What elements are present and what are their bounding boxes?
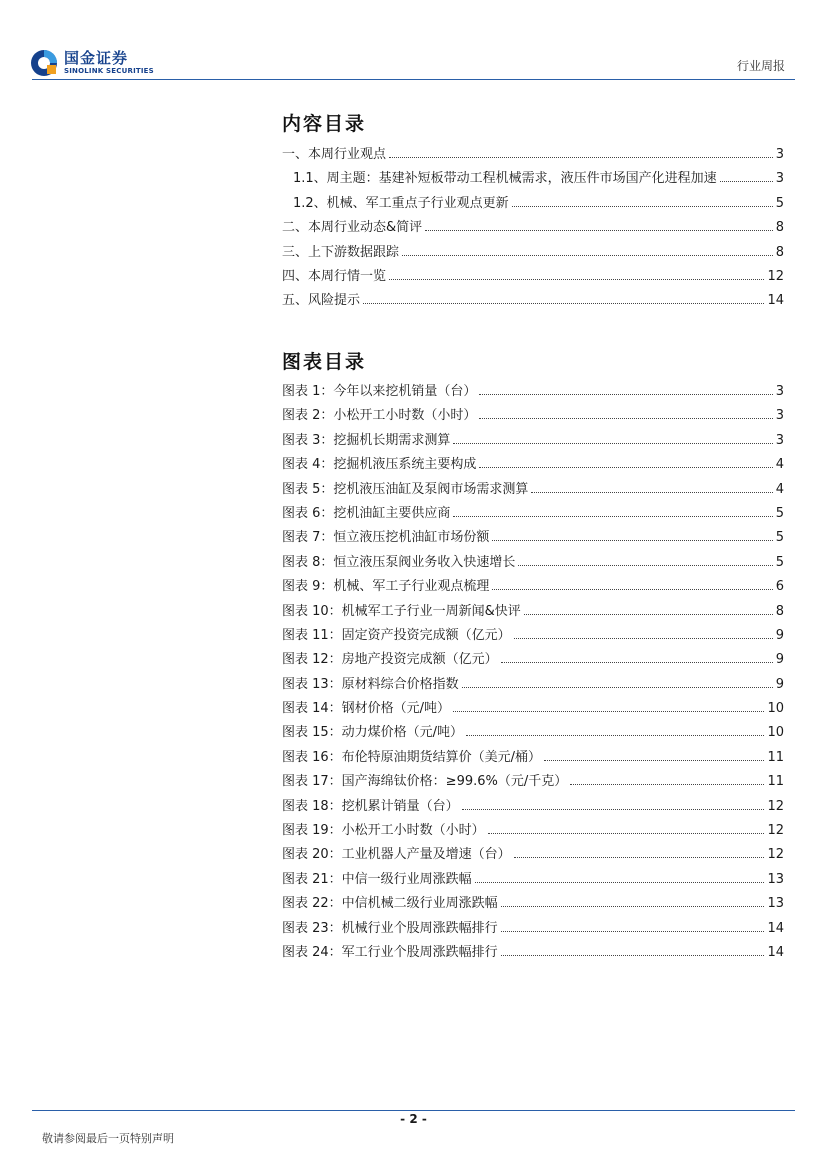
figure-entry[interactable] xyxy=(282,843,784,867)
figure-entry-label: 图表 12：房地产投资完成额（亿元） xyxy=(282,652,498,668)
toc-entry-label: 1.1、周主题：基建补短板带动工程机械需求，液压件市场国产化进程加速 xyxy=(293,171,717,187)
figure-entry[interactable] xyxy=(282,453,784,477)
figure-entry[interactable] xyxy=(282,526,784,550)
figure-entry[interactable] xyxy=(282,941,784,965)
figure-entry-label: 图表 19：小松开工小时数（小时） xyxy=(282,823,485,839)
figure-entry-page: 9 xyxy=(775,676,784,692)
dot-leader xyxy=(479,456,772,468)
figure-entry-label: 图表 18：挖机累计销量（台） xyxy=(282,798,459,814)
figure-entry-page: 11 xyxy=(767,749,784,765)
figure-entry-label: 图表 17：国产海绵钛价格：≥99.6%（元/千克） xyxy=(282,774,568,790)
figure-entry-page: 3 xyxy=(775,432,784,448)
figure-entry[interactable] xyxy=(282,892,784,916)
figure-entry-label: 图表 6：挖机油缸主要供应商 xyxy=(282,505,451,521)
figure-entry[interactable] xyxy=(282,478,784,502)
brand-name-en: SINOLINK SECURITIES xyxy=(64,67,154,75)
figure-entry-label: 图表 11：固定资产投资完成额（亿元） xyxy=(282,627,511,643)
figure-entry[interactable] xyxy=(282,502,784,526)
dot-leader xyxy=(402,244,773,256)
figure-entry[interactable] xyxy=(282,380,784,404)
brand-logo xyxy=(30,45,154,81)
dot-leader xyxy=(363,292,764,304)
figure-entry[interactable] xyxy=(282,746,784,770)
figure-entry-page: 4 xyxy=(775,457,784,473)
figure-entry-page: 11 xyxy=(767,774,784,790)
toc-entry[interactable] xyxy=(282,143,784,167)
dot-leader xyxy=(501,895,765,907)
dot-leader xyxy=(544,749,764,761)
dot-leader xyxy=(492,529,772,541)
toc-entry-page: 8 xyxy=(775,220,784,236)
figure-entry-page: 6 xyxy=(775,579,784,595)
brand-name-cn: 国金证券 xyxy=(64,49,129,67)
figure-entry[interactable] xyxy=(282,624,784,648)
figure-entry[interactable] xyxy=(282,429,784,453)
toc-entry-label: 1.2、机械、军工重点子行业观点更新 xyxy=(293,195,509,211)
dot-leader xyxy=(479,407,772,419)
dot-leader xyxy=(453,432,772,444)
toc-entry[interactable] xyxy=(282,192,784,216)
figure-entry-page: 13 xyxy=(767,871,784,887)
dot-leader xyxy=(501,651,773,663)
dot-leader xyxy=(389,268,764,280)
figure-entry-page: 9 xyxy=(775,627,784,643)
figure-entry[interactable] xyxy=(282,868,784,892)
figure-entry-page: 3 xyxy=(775,384,784,399)
dot-leader xyxy=(531,481,772,493)
dot-leader xyxy=(518,554,772,566)
figure-entry-page: 14 xyxy=(767,944,784,960)
figure-entry-page: 12 xyxy=(767,847,784,863)
figure-entry-page: 5 xyxy=(775,554,784,570)
figure-entry-page: 5 xyxy=(775,505,784,521)
figure-entry-label: 图表 24：军工行业个股周涨跌幅排行 xyxy=(282,944,498,960)
figures-list xyxy=(282,380,784,965)
report-type: 行业周报 xyxy=(736,59,785,73)
figure-entry[interactable] xyxy=(282,795,784,819)
dot-leader xyxy=(453,505,772,517)
dot-leader xyxy=(514,846,765,858)
dot-leader xyxy=(501,920,765,932)
figure-entry-page: 9 xyxy=(775,652,784,668)
toc-entry-page: 12 xyxy=(767,268,784,284)
toc-title: 内容目录 xyxy=(282,113,367,135)
figure-entry-label: 图表 3：挖掘机长期需求测算 xyxy=(282,432,451,448)
toc-entry-page: 5 xyxy=(775,195,784,211)
figure-entry-label: 图表 5：挖机液压油缸及泵阀市场需求测算 xyxy=(282,481,529,497)
figure-entry-page: 4 xyxy=(775,481,784,497)
dot-leader xyxy=(514,627,773,639)
toc-list xyxy=(282,143,784,314)
figure-entry-label: 图表 21：中信一级行业周涨跌幅 xyxy=(282,871,472,887)
toc-entry[interactable] xyxy=(282,216,784,240)
dot-leader xyxy=(425,219,773,231)
figure-entry-label: 图表 1：今年以来挖机销量（台） xyxy=(282,384,477,399)
figure-entry[interactable] xyxy=(282,673,784,697)
toc-entry-label: 三、上下游数据跟踪 xyxy=(282,244,400,260)
header-divider xyxy=(32,79,795,80)
figure-entry[interactable] xyxy=(282,404,784,428)
toc-entry-label: 五、风险提示 xyxy=(282,293,361,309)
dot-leader xyxy=(475,871,765,883)
figure-entry-label: 图表 7：恒立液压挖机油缸市场份额 xyxy=(282,530,490,546)
sinolink-logo-icon xyxy=(30,49,58,77)
figure-entry[interactable] xyxy=(282,770,784,794)
figure-entry[interactable] xyxy=(282,819,784,843)
dot-leader xyxy=(479,383,772,395)
page-header xyxy=(0,0,827,82)
figure-entry-label: 图表 22：中信机械二级行业周涨跌幅 xyxy=(282,896,498,912)
figure-entry[interactable] xyxy=(282,600,784,624)
figure-entry-label: 图表 4：挖掘机液压系统主要构成 xyxy=(282,457,477,473)
dot-leader xyxy=(720,170,773,182)
figure-entry-label: 图表 14：钢材价格（元/吨） xyxy=(282,701,451,717)
figure-entry[interactable] xyxy=(282,575,784,599)
figure-entry-label: 图表 15：动力煤价格（元/吨） xyxy=(282,725,464,741)
figure-entry-label: 图表 2：小松开工小时数（小时） xyxy=(282,408,477,424)
toc-entry-page: 8 xyxy=(775,244,784,260)
toc-entry-label: 四、本周行情一览 xyxy=(282,268,387,284)
figure-entry-page: 10 xyxy=(767,725,784,741)
footer-divider xyxy=(32,1110,795,1111)
figure-entry-page: 8 xyxy=(775,603,784,619)
figures-title: 图表目录 xyxy=(282,351,367,373)
figure-entry-label: 图表 10：机械军工子行业一周新闻&快评 xyxy=(282,603,521,619)
dot-leader xyxy=(466,724,764,736)
figure-entry-page: 12 xyxy=(767,798,784,814)
toc-entry[interactable] xyxy=(282,167,784,191)
figure-entry-page: 12 xyxy=(767,823,784,839)
disclaimer: 敬请参阅最后一页特别声明 xyxy=(42,1132,174,1145)
dot-leader xyxy=(492,578,772,590)
figure-entry-label: 图表 8：恒立液压泵阀业务收入快速增长 xyxy=(282,554,516,570)
toc-entry[interactable] xyxy=(282,265,784,289)
figure-entry-label: 图表 16：布伦特原油期货结算价（美元/桶） xyxy=(282,749,542,765)
figure-entry-label: 图表 20：工业机器人产量及增速（台） xyxy=(282,847,511,863)
toc-entry-page: 3 xyxy=(775,147,784,162)
figure-entry[interactable] xyxy=(282,697,784,721)
figure-entry[interactable] xyxy=(282,551,784,575)
figure-entry-label: 图表 13：原材料综合价格指数 xyxy=(282,676,459,692)
figure-entry-page: 14 xyxy=(767,920,784,936)
dot-leader xyxy=(570,773,764,785)
figure-entry-page: 3 xyxy=(775,408,784,424)
dot-leader xyxy=(501,944,765,956)
dot-leader xyxy=(462,798,765,810)
figure-entry-page: 5 xyxy=(775,530,784,546)
figure-entry[interactable] xyxy=(282,721,784,745)
figure-entry-label: 图表 9：机械、军工子行业观点梳理 xyxy=(282,579,490,595)
figure-entry-page: 13 xyxy=(767,896,784,912)
dot-leader xyxy=(524,603,773,615)
figure-entry-label: 图表 23：机械行业个股周涨跌幅排行 xyxy=(282,920,498,936)
dot-leader xyxy=(453,700,764,712)
figure-entry[interactable] xyxy=(282,917,784,941)
dot-leader xyxy=(512,195,773,207)
dot-leader xyxy=(389,146,773,158)
dot-leader xyxy=(488,822,765,834)
page-number: - 2 - xyxy=(400,1112,427,1126)
toc-entry-label: 一、本周行业观点 xyxy=(282,147,387,162)
figure-entry[interactable] xyxy=(282,648,784,672)
toc-entry-page: 14 xyxy=(767,293,784,309)
figure-entry-page: 10 xyxy=(767,701,784,717)
toc-entry[interactable] xyxy=(282,289,784,313)
toc-entry[interactable] xyxy=(282,241,784,265)
toc-entry-page: 3 xyxy=(775,171,784,187)
toc-entry-label: 二、本周行业动态&简评 xyxy=(282,220,423,236)
dot-leader xyxy=(462,676,773,688)
